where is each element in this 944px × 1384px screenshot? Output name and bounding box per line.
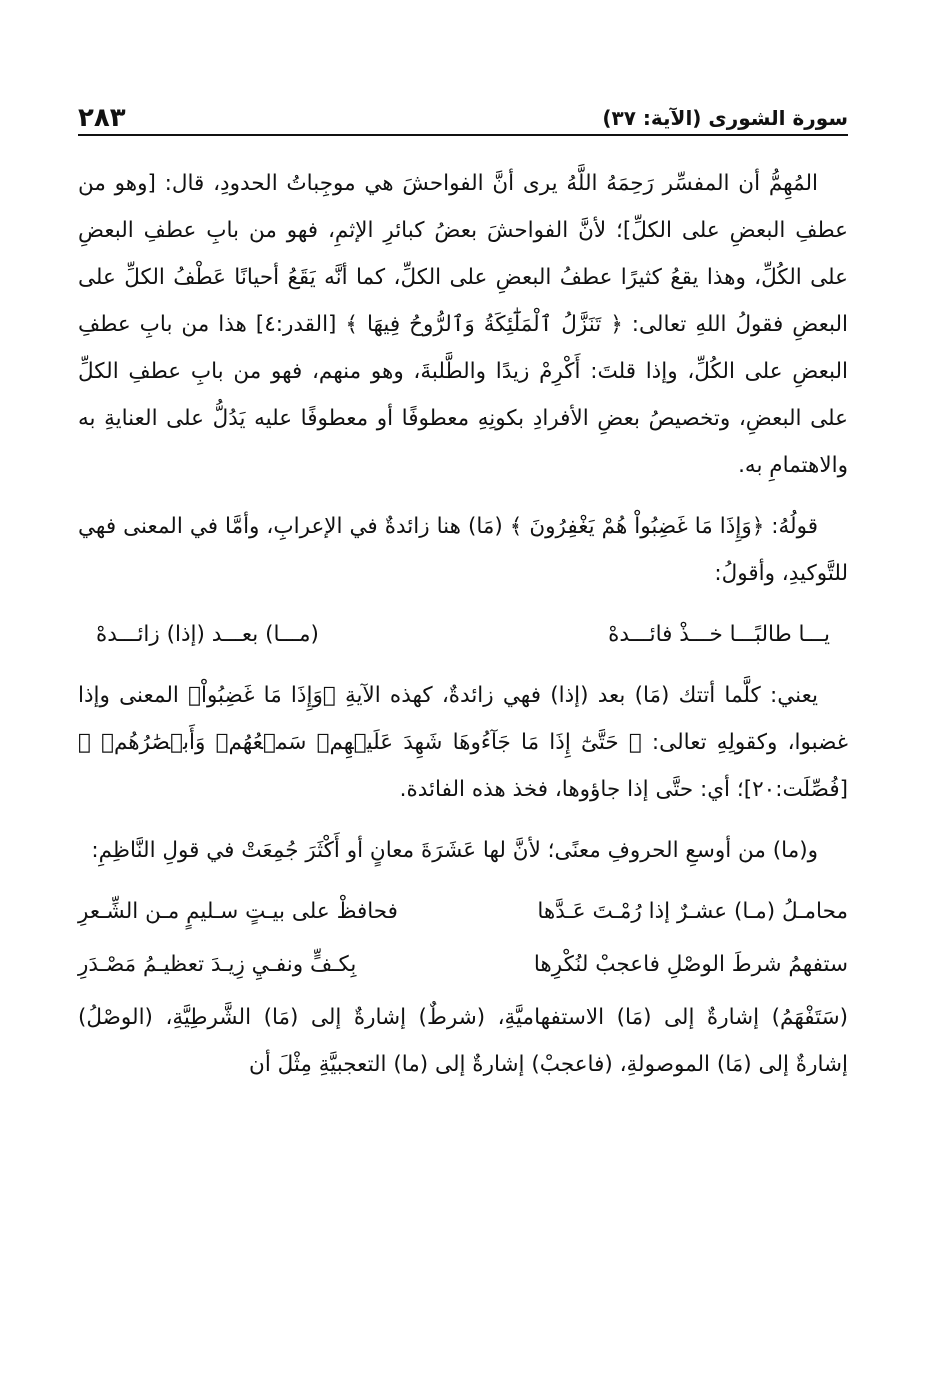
page-body (78, 160, 848, 1102)
paragraph-verse-note: قولُهُ: ﴿وَإِذَا مَا غَضِبُواْ هُمْ يَغْفِرُونَ ﴾ (مَا) هنا زائدةٌ في الإعرابِ، وأمَّا في المعنى فهي للتَّوكيدِ، وأقولُ: (78, 514, 848, 586)
page-number: ٢٨٣ (78, 103, 126, 133)
paragraph-explanation: يعني: كلَّما أتتك (مَا) بعد (إذا) فهي زائدةٌ، كهذه الآيةِ ﴿وَإِذَا مَا غَضِبُواْ﴾ المعنى وإذا غضبوا، وكقولِهِ تعالى: ﴿ حَتَّىٰٓ إِذَا مَا جَآءُوهَا شَهِدَ عَلَيۡهِمۡ سَمۡعُهُمۡ وَأَبۡصَٰرُهُمۡ ﴾ [فُصِّلَت:٢٠]؛ أي: حتَّى إذا جاؤوها، فخذ هذه الفائدة. (78, 683, 848, 802)
paragraph-commentary: المُهِمُّ أن المفسِّر رَحِمَهُ اللَّهُ يرى أنَّ الفواحشَ هي موجِباتُ الحدودِ، قال: [وهو من عطفِ البعضِ على الكلِّ]؛ لأنَّ الفواحشَ بعضُ كبائرِ الإثمِ، فهو من بابِ عطفِ البعضِ على الكُلِّ، وهذا يقعُ كثيرًا عطفُ البعضِ على الكلِّ، كما أنَّه يَقَعُ أحيانًا عَطْفُ الكلِّ على البعضِ فقولُ اللهِ تعالى: ﴿ تَنَزَّلُ ٱلْمَلَٰٓئِكَةُ وَٱلرُّوحُ فِيهَا ﴾ [القدر:٤] هذا من بابِ عطفِ البعضِ على الكُلِّ، وإذا قلتَ: أَكْرِمْ زيدًا والطَّلبةَ، وهو منهم، فهو من بابِ عطفِ الكلِّ على البعضِ، وتخصيصُ بعضِ الأفرادِ بكونِهِ معطوفًا أو معطوفًا عليه يَدُلُّ على العنايةِ به والاهتمامِ به. (78, 171, 848, 478)
verse-second-hemistich: (مـــا) بعـــد (إذا) زائـــدهْ (96, 622, 319, 647)
paragraph-ma-meanings: و(ما) من أوسعِ الحروفِ معنًى؛ لأنَّ لها عَشَرَةَ معانٍ أو أَكْثَرَ جُمِعَتْ في قولِ النَّاظِمِ: (91, 838, 818, 863)
poem-line1-first: محامـلُ (مـا) عشـرٌ إذا رُمْـتَ عَـدَّها (537, 899, 848, 924)
paragraph-poem-explanation: (سَتَفْهَمُ) إشارةٌ إلى (مَا) الاستفهاميَّةِ، (شرطٌ) إشارةٌ إلى (مَا) الشَّرطِيَّةِ، (الوصْلُ) إشارةٌ إلى (مَا) الموصولةِ، (فاعجبْ) إشارةٌ إلى (ما) التعجبيَّةِ مِثْلَ أن (78, 1005, 848, 1077)
poem-line2-first: ستفهمُ شرطَ الوصْلِ فاعجبْ لنُكْرِها (533, 952, 848, 977)
page-header (78, 92, 848, 132)
header-divider (78, 134, 848, 136)
poem-line (78, 888, 848, 935)
poem-line2-second: بِكـفٍّ ونفـيِ زِيـدَ تعظيـمُ مَصْـدَرِ (78, 952, 357, 977)
poem-verse (78, 611, 848, 658)
poem-line (78, 941, 848, 988)
verse-first-hemistich: يـــا طالبًـــا خـــذْ فائـــدهْ (608, 622, 830, 647)
surah-title: سورة الشورى (الآية: ٣٧) (602, 106, 848, 130)
poem-line1-second: فحافظْ على بيـتٍ سـليمٍ مـن الشِّـعرِ (78, 899, 398, 924)
